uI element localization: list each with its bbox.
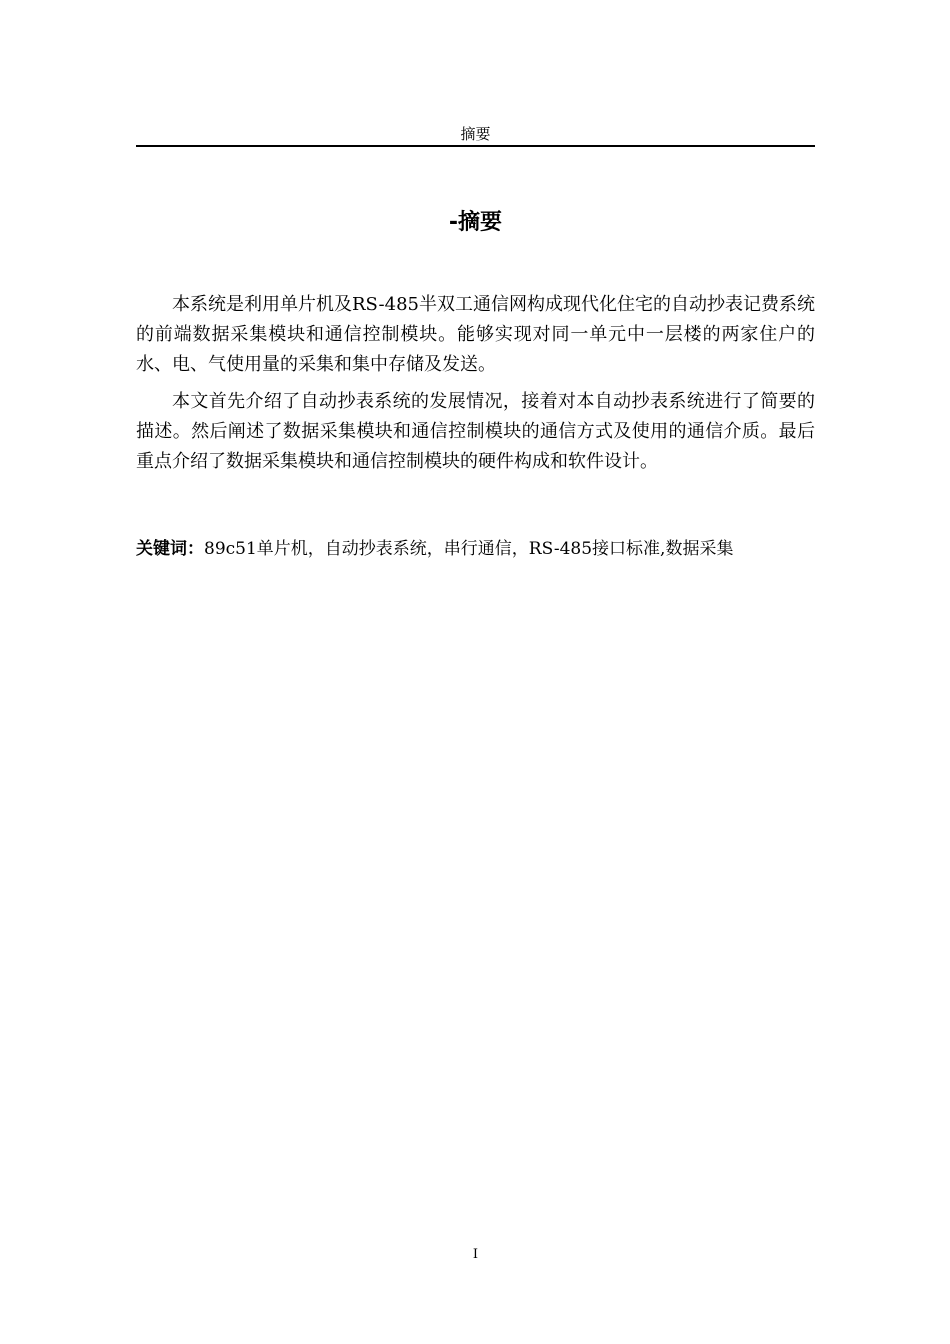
abstract-paragraph-2: 本文首先介绍了自动抄表系统的发展情况，接着对本自动抄表系统进行了简要的描述。然后阐述了数据采集模块和通信控制模块的通信方式及使用的通信介质。最后重点介绍了数据采集模块和通信控制模块的硬件构成和软件设计。 <box>136 391 815 472</box>
abstract-paragraph-1: 本系统是利用单片机及RS-485半双工通信网构成现代化住宅的自动抄表记费系统的前端数据采集模块和通信控制模块。能够实现对同一单元中一层楼的两家住户的水、电、气使用量的采集和集中存储及发送。 <box>136 294 815 375</box>
keywords-line <box>136 534 815 564</box>
keywords-text: 89c51单片机，自动抄表系统，串行通信，RS-485接口标准,数据采集 <box>204 539 734 559</box>
keywords-label: 关键词： <box>136 539 204 559</box>
running-header: 摘要 <box>460 125 491 143</box>
abstract-body <box>136 290 815 484</box>
abstract-title: -摘要 <box>448 210 503 235</box>
page-number: I <box>472 1247 479 1262</box>
header-rule <box>136 145 815 147</box>
